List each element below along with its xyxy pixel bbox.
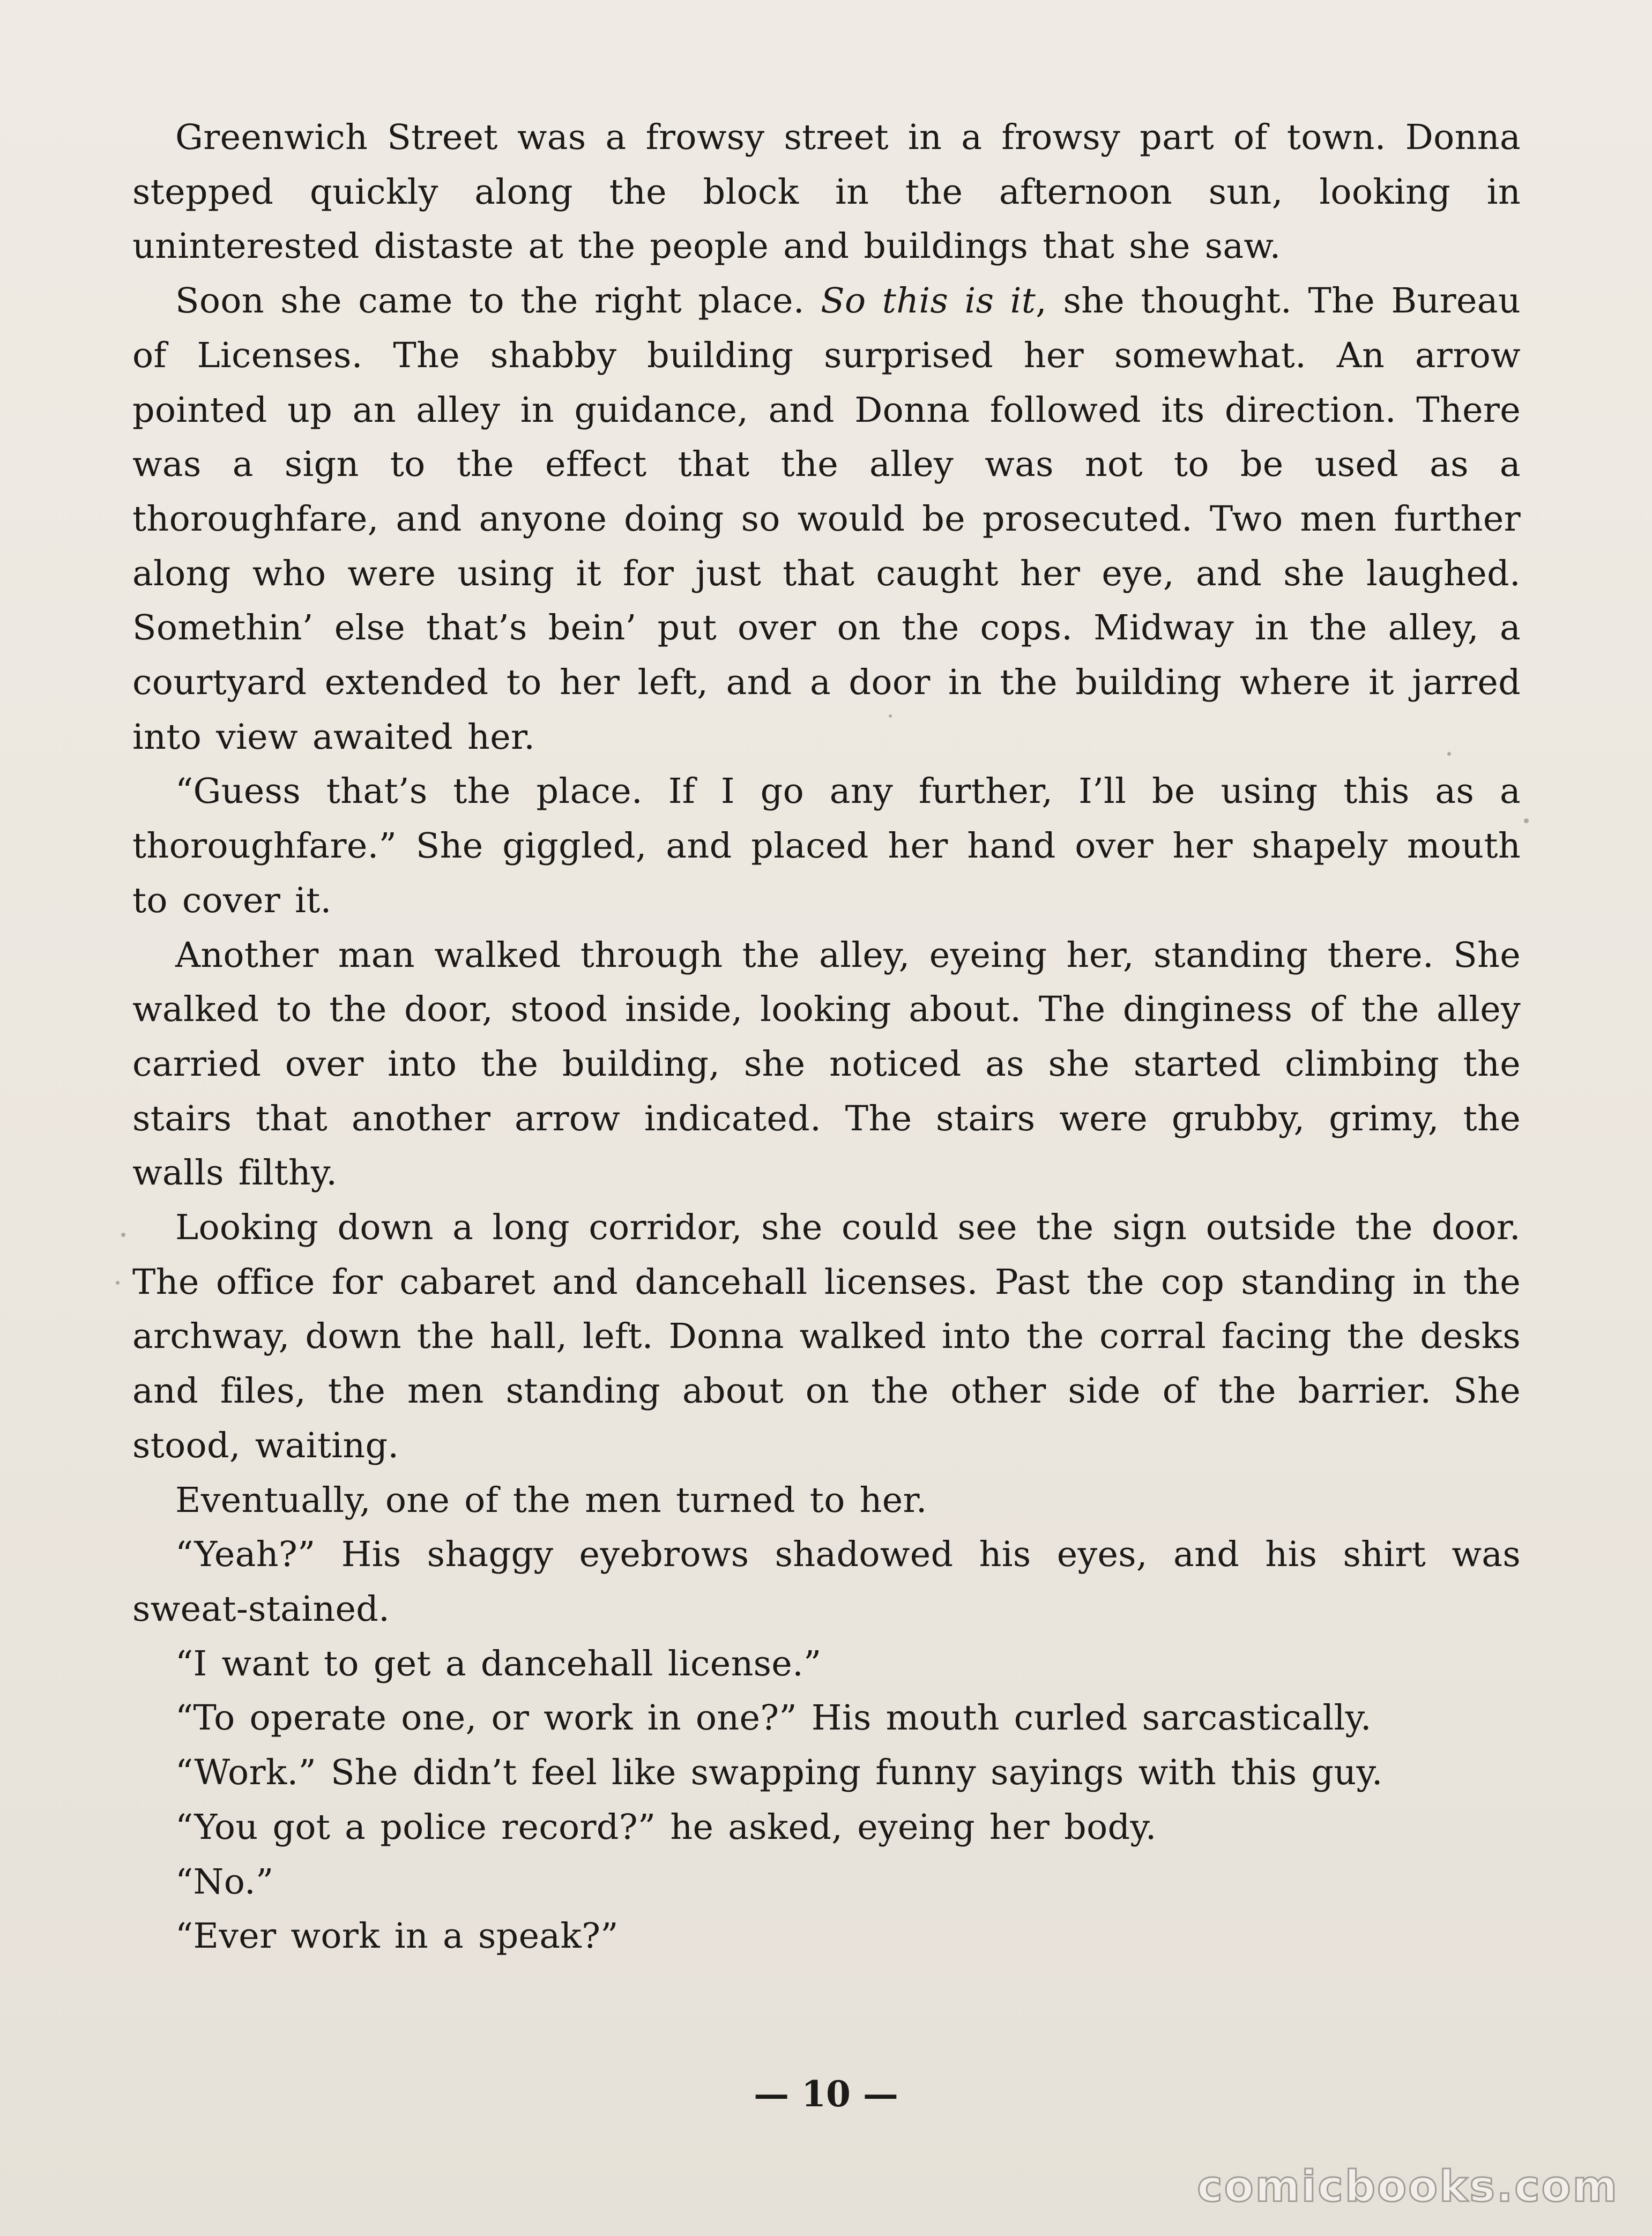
paragraph-text: “Work.” She didn’t feel like swapping funny sayings with this guy.	[175, 1753, 1383, 1793]
print-speck	[1447, 752, 1451, 756]
italic-text: So this is it	[821, 281, 1036, 322]
paragraph-text: Greenwich Street was a frowsy street in a frowsy part of town. Donna stepped quickly along the block in the afternoon sun, looking in uninterested distaste at the people and buildings that she saw.	[132, 117, 1521, 267]
print-speck	[1524, 818, 1529, 823]
paragraph-text: “Guess that’s the place. If I go any further, I’ll be using this as a thoroughfare.” She giggled, and placed her hand over her shapely mouth to cover it.	[132, 771, 1521, 921]
paragraph-text: , she thought. The Bureau of Licenses. The shabby building surprised her somewhat. An arrow pointed up an alley in guidance, and Donna followed its direction. There was a sign to the effect that the alley was not to be used as a thoroughfare, and anyone doing so would be prosecuted. Two men further along who were using it for just that caught her eye, and she laughed. Somethin’ else that’s bein’ put over on the cops. Midway in the alley, a courtyard extended to her left, and a door in the building where it jarred into view awaited her.	[132, 281, 1521, 757]
paragraph	[132, 1800, 1521, 1855]
paragraph	[132, 1909, 1521, 1964]
paragraph	[132, 274, 1521, 764]
paragraph-text: “No.”	[175, 1861, 274, 1902]
paragraph	[132, 1473, 1521, 1528]
paragraph	[132, 110, 1521, 274]
paragraph	[132, 764, 1521, 928]
print-speck	[116, 1281, 120, 1285]
paragraph-text: “You got a police record?” he asked, eyeing her body.	[175, 1807, 1157, 1847]
paragraph	[132, 928, 1521, 1201]
paragraph	[132, 1201, 1521, 1473]
paragraph-text: “To operate one, or work in one?” His mouth curled sarcastically.	[175, 1698, 1372, 1739]
paragraph-text: Eventually, one of the men turned to her.	[175, 1480, 927, 1521]
print-speck	[121, 1233, 125, 1237]
paragraph	[132, 1637, 1521, 1691]
paragraph-text: Looking down a long corridor, she could see the sign outside the door. The office for cabaret and dancehall licenses. Past the cop standing in the archway, down the hall, left. Donna walked into the corral facing the desks and files, the men standing about on the other side of the barrier. She stood, waiting.	[132, 1208, 1521, 1466]
paragraph-text: “Ever work in a speak?”	[175, 1916, 619, 1957]
paragraph	[132, 1691, 1521, 1746]
watermark-logo: comicbooks.com	[1197, 2162, 1619, 2211]
page-number: — 10 —	[754, 2073, 898, 2115]
paragraph-text: Another man walked through the alley, eyeing her, standing there. She walked to the door, stood inside, looking about. The dinginess of the alley carried over into the building, she noticed as she started climbing the stairs that another arrow indicated. The stairs were grubby, grimy, the walls filthy.	[132, 935, 1521, 1194]
body-text	[132, 110, 1521, 1964]
paragraph-text: “Yeah?” His shaggy eyebrows shadowed his eyes, and his shirt was sweat-stained.	[132, 1534, 1521, 1629]
paragraph-text: Soon she came to the right place.	[175, 281, 821, 322]
paragraph	[132, 1855, 1521, 1910]
print-speck	[889, 714, 892, 718]
paragraph	[132, 1527, 1521, 1636]
paragraph	[132, 1746, 1521, 1800]
paragraph-text: “I want to get a dancehall license.”	[175, 1643, 822, 1684]
